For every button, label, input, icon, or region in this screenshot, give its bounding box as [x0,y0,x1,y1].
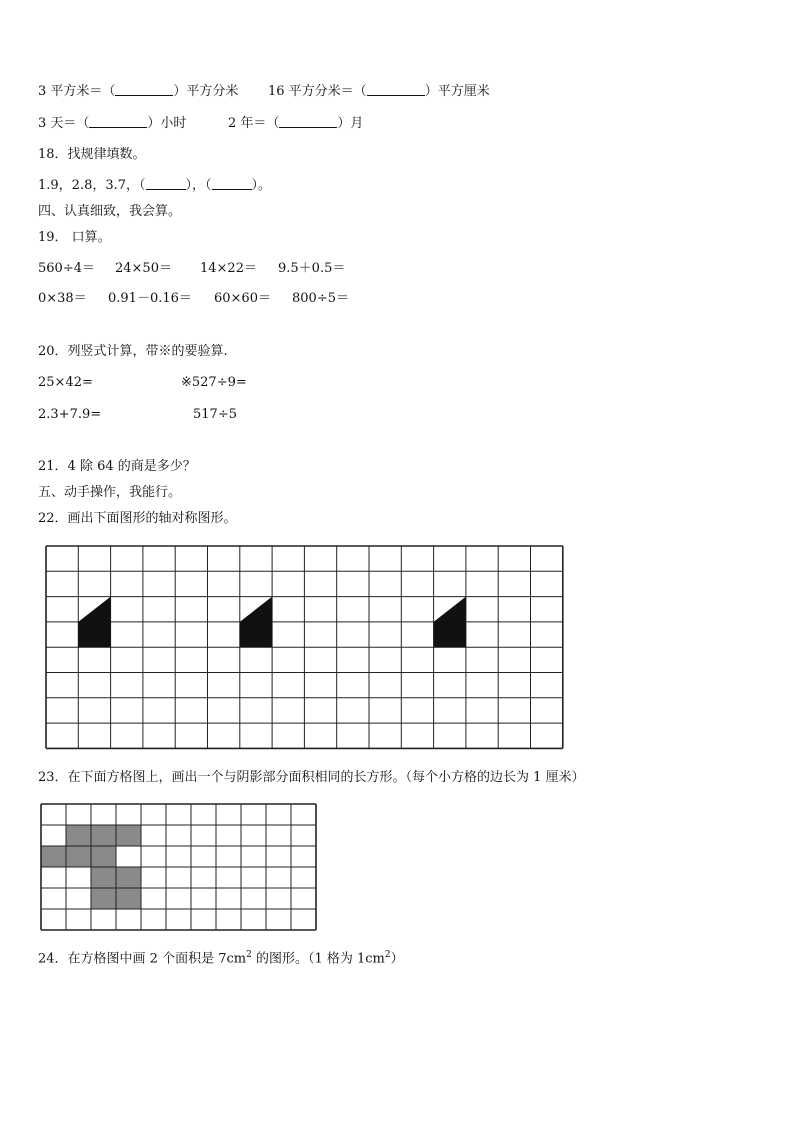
black-trapezoid-shape [240,597,272,648]
shaded-cell [66,846,91,867]
q17-d-left: 2 年＝（ [228,116,280,131]
q19-title: 19． 口算。 [38,230,111,245]
section-heading-5: 五、动手操作，我能行。 [38,485,182,500]
q19-item: 24×50＝ [115,261,172,276]
q17-b-left: 16 平方分米＝（ [268,84,367,99]
q17-a-left: 3 平方米＝（ [38,84,116,99]
q24-title-a: 24．在方格图中画 2 个面积是 7cm [38,951,247,967]
q20-item: 25×42= [38,375,93,390]
shaded-cell [116,867,141,888]
shaded-cell [116,825,141,846]
q19-item: 9.5＋0.5＝ [278,261,346,276]
q24-title-b: 的图形。（1 格为 1cm [251,951,385,967]
q20-item: ※527÷9= [181,375,247,390]
q20-item: 517÷5 [193,407,237,422]
q18-seq-text: 1.9，2.8，3.7，（ [38,178,146,193]
shaded-cell [91,888,116,909]
q18-title: 18．找规律填数。 [38,147,146,162]
q19-item: 800÷5＝ [292,291,349,306]
q18-end-text: ）。 [251,178,272,193]
superscript: 2 [384,950,391,960]
black-trapezoid-shape [434,597,466,648]
area-grid[interactable] [41,804,316,930]
q17-c-left: 3 天＝（ [38,116,90,131]
black-trapezoid-shape [78,597,110,648]
q20-title: 20．列竖式计算，带※的要验算. [38,344,228,359]
q17-c-right: ）小时 [147,116,187,131]
q18-mid-text: ），（ [185,178,212,193]
q17-a-right: ）平方分米 [173,84,239,99]
q19-item: 0.91－0.16＝ [108,291,192,306]
q19-item: 60×60＝ [214,291,271,306]
q19-item: 14×22＝ [200,261,257,276]
shaded-cell [91,867,116,888]
q21-title: 21．4 除 64 的商是多少？ [38,459,196,474]
shaded-cell [91,825,116,846]
q19-item: 560÷4＝ [38,261,95,276]
q22-title: 22．画出下面图形的轴对称图形。 [38,511,237,526]
q24-title-c: ） [390,951,404,967]
q20-item: 2.3+7.9= [38,407,102,422]
shaded-cell [91,846,116,867]
q19-item: 0×38＝ [38,291,87,306]
q23-title: 23．在下面方格图上，画出一个与阴影部分面积相同的长方形。（每个小方格的边长为 1 厘米） [38,770,585,785]
q17-b-right: ）平方厘米 [424,84,490,99]
shaded-cell [66,825,91,846]
q24-title [38,947,404,967]
q17-d-right: ）月 [337,116,364,131]
shaded-cell [116,888,141,909]
shaded-cell [41,846,66,867]
section-heading-4: 四、认真细致，我会算。 [38,204,182,219]
superscript: 2 [246,950,252,960]
symmetry-grid[interactable] [46,546,563,748]
